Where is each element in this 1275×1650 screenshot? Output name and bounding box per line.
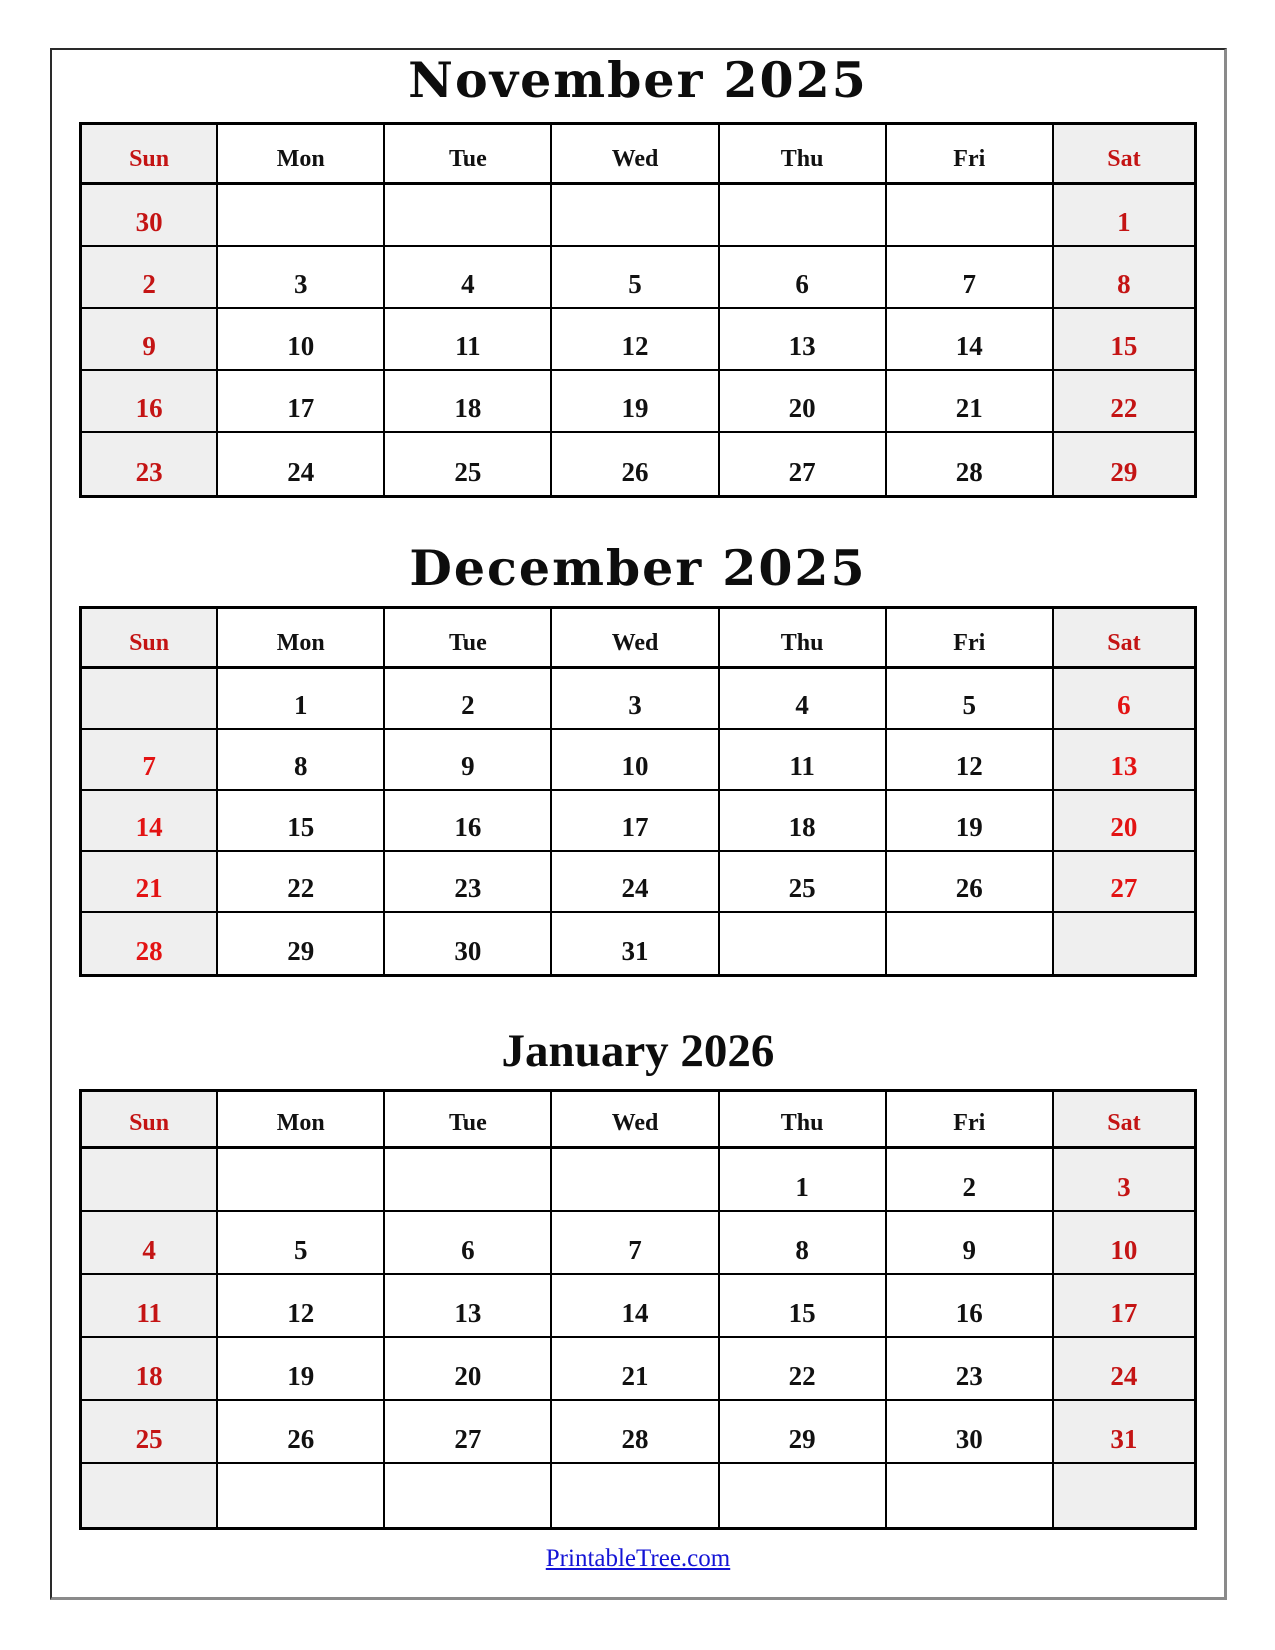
date-cell-11: 11: [720, 730, 887, 791]
empty-cell: [82, 669, 218, 730]
date-cell-12: 12: [552, 309, 719, 371]
date-cell-8: 8: [218, 730, 385, 791]
date-cell-4: 4: [385, 247, 552, 309]
date-cell-17: 17: [1054, 1275, 1194, 1338]
date-cell-10: 10: [552, 730, 719, 791]
date-cell-13: 13: [720, 309, 887, 371]
date-cell-7: 7: [552, 1212, 719, 1275]
date-cell-31: 31: [552, 913, 719, 974]
date-cell-5: 5: [218, 1212, 385, 1275]
date-cell-15: 15: [1054, 309, 1194, 371]
date-cell-21: 21: [552, 1338, 719, 1401]
date-cell-30: 30: [887, 1401, 1054, 1464]
date-cell-6: 6: [385, 1212, 552, 1275]
date-cell-26: 26: [218, 1401, 385, 1464]
empty-cell: [552, 185, 719, 247]
day-header-sat: Sat: [1054, 1092, 1194, 1149]
day-header-tue: Tue: [385, 609, 552, 669]
date-cell-1: 1: [218, 669, 385, 730]
empty-cell: [1054, 1464, 1194, 1527]
month-title-december: December 2025: [409, 538, 867, 597]
empty-cell: [720, 1464, 887, 1527]
date-cell-9: 9: [887, 1212, 1054, 1275]
date-cell-6: 6: [720, 247, 887, 309]
month-title-january: January 2026: [501, 1024, 775, 1077]
date-cell-24: 24: [1054, 1338, 1194, 1401]
empty-cell: [82, 1149, 218, 1212]
date-cell-14: 14: [82, 791, 218, 852]
date-cell-18: 18: [82, 1338, 218, 1401]
date-cell-24: 24: [552, 852, 719, 913]
date-cell-25: 25: [82, 1401, 218, 1464]
date-cell-11: 11: [385, 309, 552, 371]
date-cell-5: 5: [887, 669, 1054, 730]
empty-cell: [552, 1149, 719, 1212]
empty-cell: [887, 1464, 1054, 1527]
date-cell-9: 9: [385, 730, 552, 791]
date-cell-2: 2: [887, 1149, 1054, 1212]
empty-cell: [218, 1464, 385, 1527]
date-cell-19: 19: [887, 791, 1054, 852]
day-header-mon: Mon: [218, 125, 385, 185]
day-header-sat: Sat: [1054, 609, 1194, 669]
date-cell-20: 20: [1054, 791, 1194, 852]
date-cell-8: 8: [1054, 247, 1194, 309]
day-header-fri: Fri: [887, 1092, 1054, 1149]
date-cell-17: 17: [552, 791, 719, 852]
date-cell-24: 24: [218, 433, 385, 495]
date-cell-27: 27: [385, 1401, 552, 1464]
date-cell-30: 30: [385, 913, 552, 974]
date-cell-1: 1: [1054, 185, 1194, 247]
date-cell-19: 19: [552, 371, 719, 433]
day-header-fri: Fri: [887, 125, 1054, 185]
date-cell-26: 26: [887, 852, 1054, 913]
date-cell-26: 26: [552, 433, 719, 495]
date-cell-29: 29: [218, 913, 385, 974]
date-cell-23: 23: [385, 852, 552, 913]
date-cell-15: 15: [218, 791, 385, 852]
date-cell-1: 1: [720, 1149, 887, 1212]
date-cell-12: 12: [887, 730, 1054, 791]
empty-cell: [385, 1149, 552, 1212]
date-cell-22: 22: [720, 1338, 887, 1401]
date-cell-6: 6: [1054, 669, 1194, 730]
date-cell-3: 3: [552, 669, 719, 730]
date-cell-28: 28: [552, 1401, 719, 1464]
date-cell-30: 30: [82, 185, 218, 247]
date-cell-27: 27: [720, 433, 887, 495]
date-cell-14: 14: [887, 309, 1054, 371]
empty-cell: [887, 913, 1054, 974]
day-header-thu: Thu: [720, 609, 887, 669]
date-cell-29: 29: [1054, 433, 1194, 495]
day-header-thu: Thu: [720, 125, 887, 185]
date-cell-12: 12: [218, 1275, 385, 1338]
empty-cell: [720, 913, 887, 974]
day-header-sat: Sat: [1054, 125, 1194, 185]
day-header-thu: Thu: [720, 1092, 887, 1149]
empty-cell: [1054, 913, 1194, 974]
date-cell-3: 3: [218, 247, 385, 309]
date-cell-10: 10: [218, 309, 385, 371]
date-cell-15: 15: [720, 1275, 887, 1338]
date-cell-28: 28: [82, 913, 218, 974]
day-header-fri: Fri: [887, 609, 1054, 669]
date-cell-17: 17: [218, 371, 385, 433]
date-cell-9: 9: [82, 309, 218, 371]
empty-cell: [218, 1149, 385, 1212]
date-cell-11: 11: [82, 1275, 218, 1338]
date-cell-21: 21: [887, 371, 1054, 433]
date-cell-2: 2: [82, 247, 218, 309]
empty-cell: [887, 185, 1054, 247]
day-header-tue: Tue: [385, 125, 552, 185]
day-header-tue: Tue: [385, 1092, 552, 1149]
date-cell-28: 28: [887, 433, 1054, 495]
empty-cell: [218, 185, 385, 247]
date-cell-10: 10: [1054, 1212, 1194, 1275]
date-cell-25: 25: [385, 433, 552, 495]
day-header-sun: Sun: [82, 125, 218, 185]
date-cell-29: 29: [720, 1401, 887, 1464]
date-cell-7: 7: [82, 730, 218, 791]
date-cell-4: 4: [720, 669, 887, 730]
date-cell-27: 27: [1054, 852, 1194, 913]
date-cell-13: 13: [385, 1275, 552, 1338]
date-cell-16: 16: [385, 791, 552, 852]
date-cell-22: 22: [218, 852, 385, 913]
date-cell-23: 23: [887, 1338, 1054, 1401]
date-cell-23: 23: [82, 433, 218, 495]
day-header-sun: Sun: [82, 609, 218, 669]
date-cell-19: 19: [218, 1338, 385, 1401]
calendar-grid-january: [79, 1089, 1197, 1530]
date-cell-4: 4: [82, 1212, 218, 1275]
date-cell-16: 16: [82, 371, 218, 433]
empty-cell: [552, 1464, 719, 1527]
date-cell-16: 16: [887, 1275, 1054, 1338]
day-header-wed: Wed: [552, 125, 719, 185]
date-cell-3: 3: [1054, 1149, 1194, 1212]
month-title-november: November 2025: [408, 51, 868, 109]
date-cell-22: 22: [1054, 371, 1194, 433]
date-cell-2: 2: [385, 669, 552, 730]
date-cell-8: 8: [720, 1212, 887, 1275]
empty-cell: [385, 185, 552, 247]
footer-link[interactable]: PrintableTree.com: [545, 1545, 731, 1573]
day-header-mon: Mon: [218, 1092, 385, 1149]
date-cell-5: 5: [552, 247, 719, 309]
empty-cell: [385, 1464, 552, 1527]
date-cell-20: 20: [720, 371, 887, 433]
day-header-wed: Wed: [552, 609, 719, 669]
date-cell-18: 18: [385, 371, 552, 433]
calendar-grid-november: [79, 122, 1197, 498]
date-cell-25: 25: [720, 852, 887, 913]
calendar-grid-december: [79, 606, 1197, 977]
page-frame: [50, 48, 1227, 1600]
empty-cell: [82, 1464, 218, 1527]
empty-cell: [720, 185, 887, 247]
date-cell-7: 7: [887, 247, 1054, 309]
footer: [52, 1545, 1224, 1573]
date-cell-14: 14: [552, 1275, 719, 1338]
date-cell-21: 21: [82, 852, 218, 913]
date-cell-31: 31: [1054, 1401, 1194, 1464]
day-header-wed: Wed: [552, 1092, 719, 1149]
date-cell-18: 18: [720, 791, 887, 852]
date-cell-13: 13: [1054, 730, 1194, 791]
day-header-sun: Sun: [82, 1092, 218, 1149]
day-header-mon: Mon: [218, 609, 385, 669]
date-cell-20: 20: [385, 1338, 552, 1401]
